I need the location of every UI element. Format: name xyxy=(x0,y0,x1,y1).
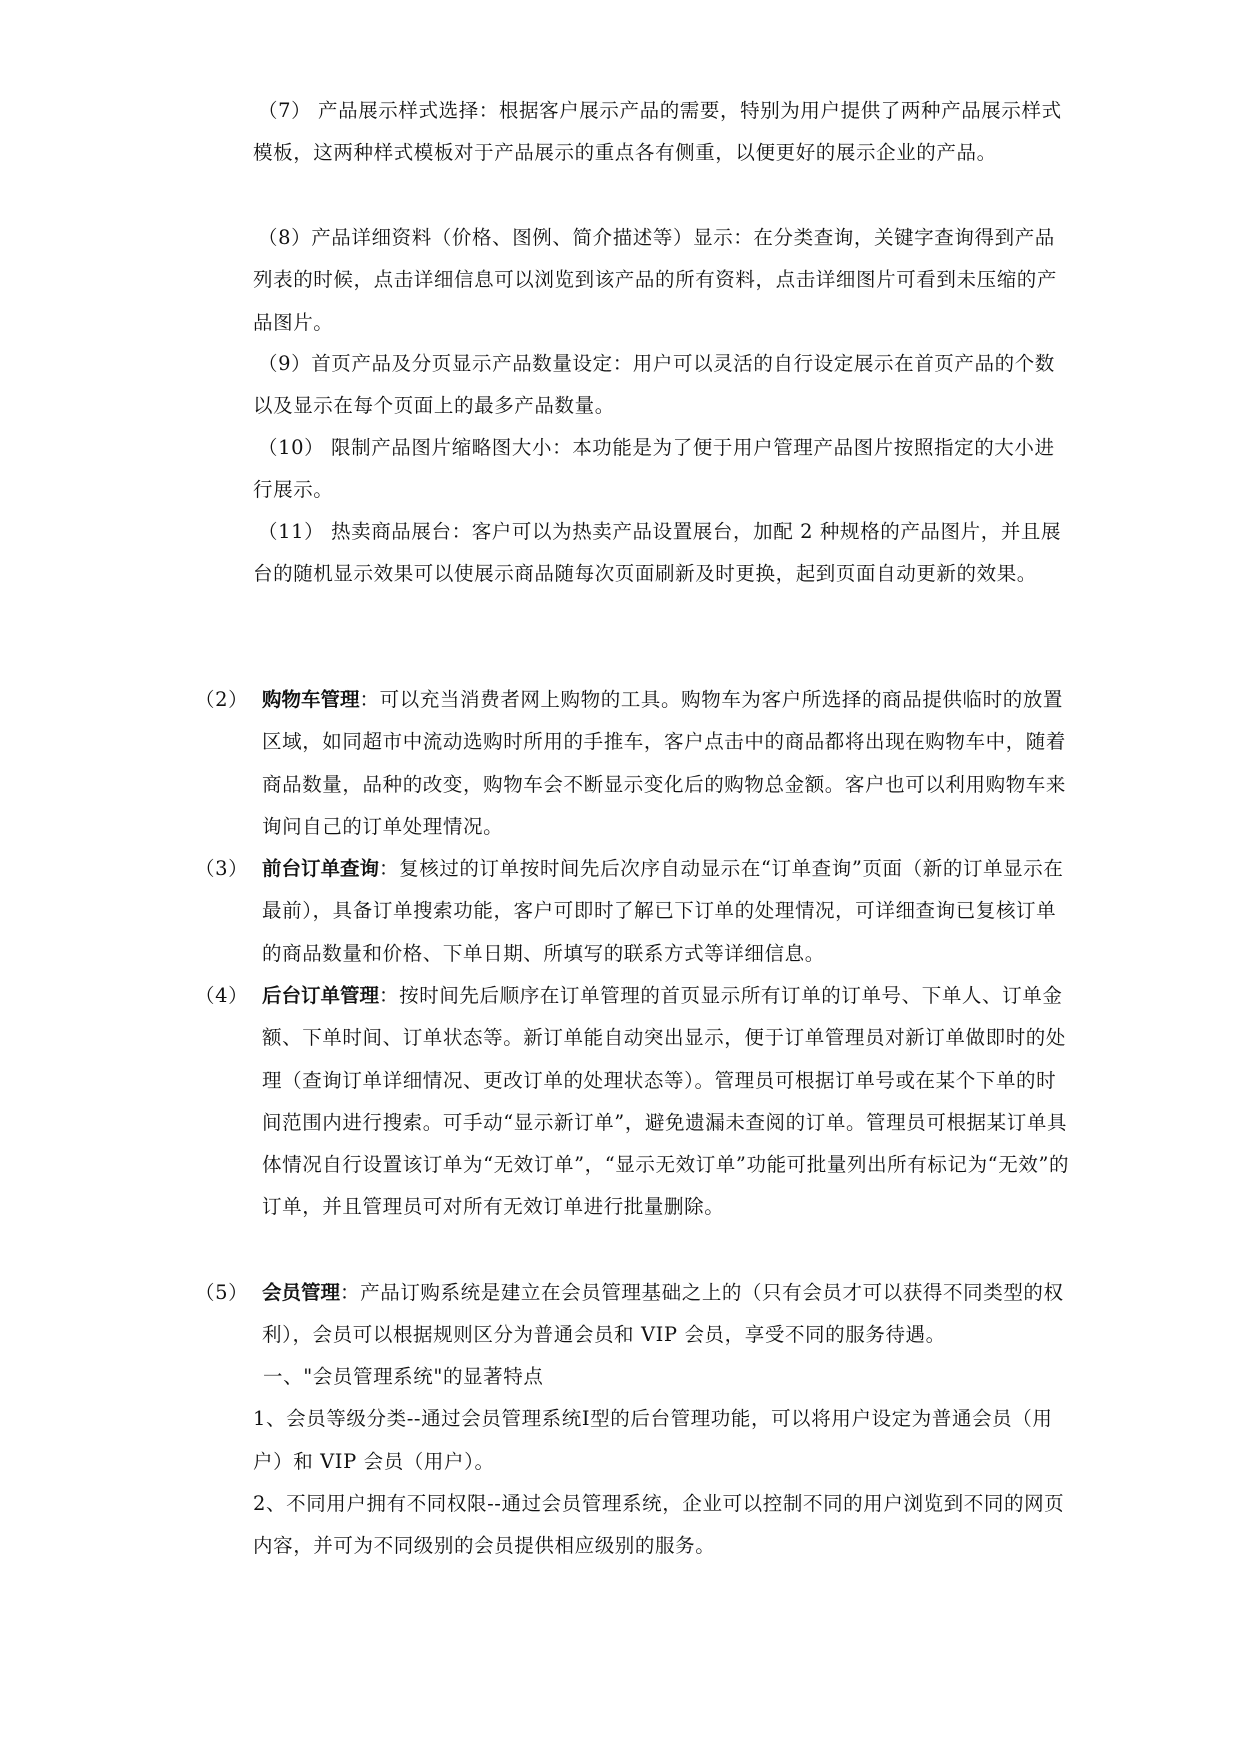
item-number: （3） xyxy=(195,857,249,880)
item-heading: 会员管理 xyxy=(262,1281,341,1304)
sub-item-text: （8）产品详细资料（价格、图例、简介描述等）显示：在分类查询，关键字查询得到产品列表的时候，点击详细信息可以浏览到该产品的所有资料，点击详细图片可看到未压缩的产品图片。 xyxy=(253,226,1058,334)
sub-item-text: （10） 限制产品图片缩略图大小：本功能是为了便于用户管理产品图片按照指定的大小进行展示。 xyxy=(253,436,1055,502)
item-number: （4） xyxy=(195,984,249,1007)
sub-item-10 xyxy=(253,427,1073,512)
sub-item-8 xyxy=(253,217,1073,344)
sub-item-text: （7） 产品展示样式选择：根据客户展示产品的需要，特别为用户提供了两种产品展示样式模板，这两种样式模板对于产品展示的重点各有侧重，以便更好的展示企业的产品。 xyxy=(253,99,1062,165)
item-number: （2） xyxy=(195,688,249,711)
item-text: ：复核过的订单按时间先后次序自动显示在“订单查询”页面（新的订单显示在最前），具备订单搜索功能，客户可即时了解已下订单的处理情况，可详细查询已复核订单的商品数量和价格、下单日期、所填写的联系方式等详细信息。 xyxy=(262,857,1064,965)
feature-item: 2、不同用户拥有不同权限--通过会员管理系统，企业可以控制不同的用户浏览到不同的网页内容，并可为不同级别的会员提供相应级别的服务。 xyxy=(253,1491,1065,1558)
sub-item-text: （9）首页产品及分页显示产品数量设定：用户可以灵活的自行设定展示在首页产品的个数以及显示在每个页面上的最多产品数量。 xyxy=(253,352,1055,418)
item-heading: 购物车管理 xyxy=(262,688,360,711)
item-heading: 前台订单查询 xyxy=(262,857,380,880)
member-features xyxy=(253,1356,1073,1567)
item-number: （5） xyxy=(195,1281,249,1304)
item-text: ：产品订购系统是建立在会员管理基础之上的（只有会员才可以获得不同类型的权利），会员可以根据规则区分为普通会员和 VIP 会员，享受不同的服务待遇。 xyxy=(262,1281,1064,1347)
features-title: 一、"会员管理系统"的显著特点 xyxy=(263,1365,544,1388)
item-text: ：可以充当消费者网上购物的工具。购物车为客户所选择的商品提供临时的放置区域，如同超市中流动选购时所用的手推车，客户点击中的商品都将出现在购物车中，随着商品数量，品种的改变，购物车会不断显示变化后的购物总金额。客户也可以利用购物车来询问自己的订单处理情况。 xyxy=(262,688,1067,838)
item-text: ：按时间先后顺序在订单管理的首页显示所有订单的订单号、下单人、订单金额、下单时间、订单状态等。新订单能自动突出显示，便于订单管理员对新订单做即时的处理（查询订单详细情况、更改订单的处理状态等）。管理员可根据订单号或在某个下单的时间范围内进行搜索。可手动“显示新订单”，避免遗漏未查阅的订单。管理员可根据某订单具体情况自行设置该订单为“无效订单”，“显示无效订单”功能可批量列出所有标记为“无效”的订单，并且管理员可对所有无效订单进行批量删除。 xyxy=(262,984,1070,1219)
sub-item-7 xyxy=(253,90,1073,175)
sub-item-9 xyxy=(253,343,1073,428)
sub-item-text: （11） 热卖商品展台：客户可以为热卖产品设置展台，加配 2 种规格的产品图片，并且展台的随机显示效果可以使展示商品随每次页面刷新及时更换，起到页面自动更新的效果。 xyxy=(253,520,1062,586)
item-heading: 后台订单管理 xyxy=(262,984,380,1007)
sub-item-11 xyxy=(253,511,1073,596)
feature-item: 1、会员等级分类--通过会员管理系统Ⅰ型的后台管理功能，可以将用户设定为普通会员（用户）和 VIP 会员（用户）。 xyxy=(253,1407,1053,1473)
